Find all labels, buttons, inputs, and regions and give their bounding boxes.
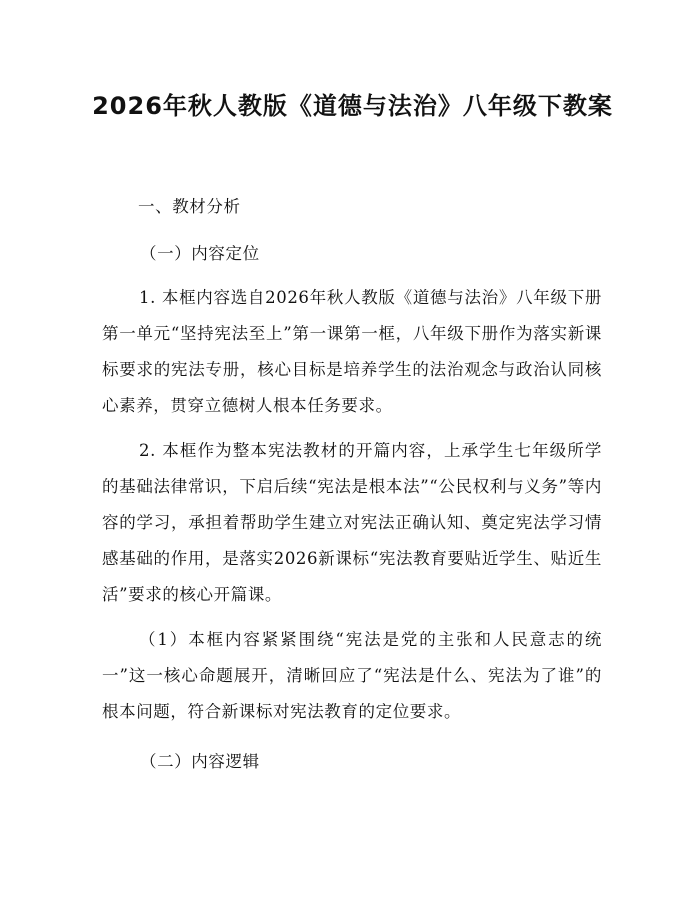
subheading-content-positioning: （一）内容定位 — [140, 244, 260, 263]
paragraph-2: 2. 本框作为整本宪法教材的开篇内容，上承学生七年级所学的基础法律常识，下启后续“宪法是根本法”“公民权利与义务”等内容的学习，承担着帮助学生建立对宪法正确认知、奠定宪法学习情感基础的作用，是落实2026新课标“宪法教育要贴近学生、贴近生活”要求的核心开篇课。 — [102, 441, 602, 604]
paragraph-1: 1. 本框内容选自2026年秋人教版《道德与法治》八年级下册第一单元“坚持宪法至上”第一课第一框，八年级下册作为落实新课标要求的宪法专册，核心目标是培养学生的法治观念与政治认同核心素养，贯穿立德树人根本任务要求。 — [102, 288, 602, 415]
subheading-content-logic: （二）内容逻辑 — [140, 752, 260, 771]
section-heading-textbook-analysis: 一、教材分析 — [138, 197, 241, 216]
paragraph-3: （1）本框内容紧紧围绕“宪法是党的主张和人民意志的统一”这一核心命题展开，清晰回应了“宪法是什么、宪法为了谁”的根本问题，符合新课标对宪法教育的定位要求。 — [102, 630, 602, 721]
document-title: 2026年秋人教版《道德与法治》八年级下教案 — [92, 92, 613, 120]
